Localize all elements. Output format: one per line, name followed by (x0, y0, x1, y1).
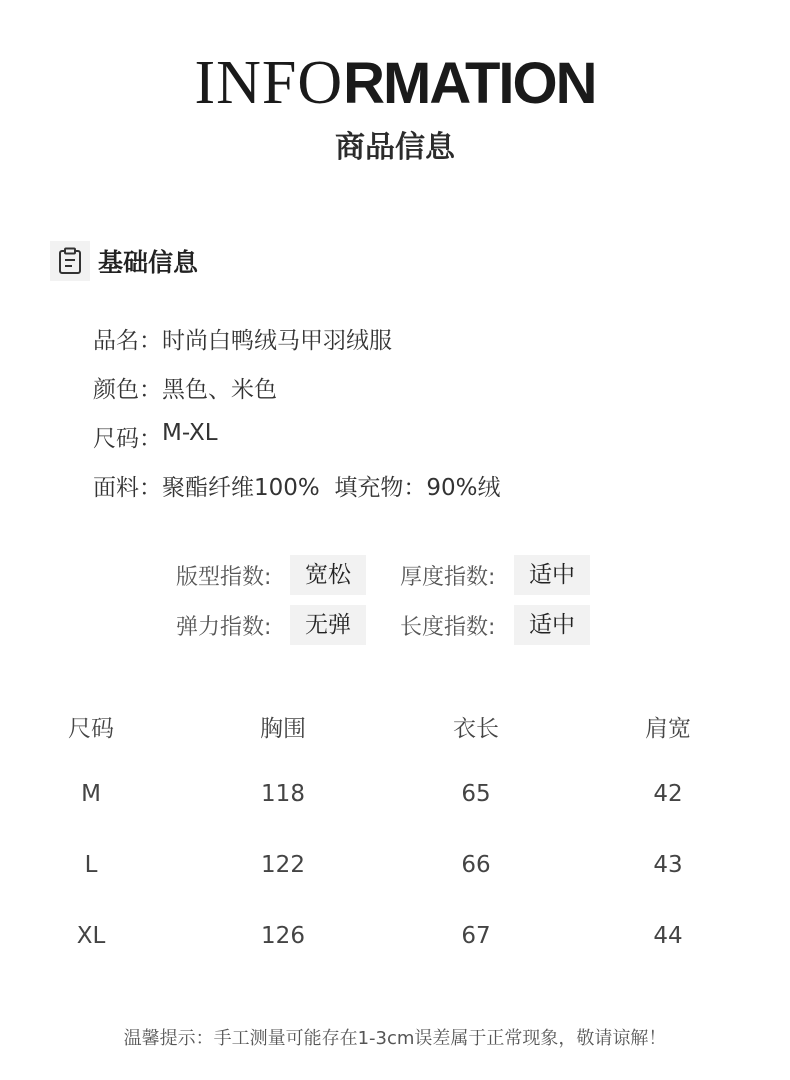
section-title: 基础信息 (98, 248, 199, 277)
information-heading (0, 49, 790, 117)
elasticity-index-value: 无弹 (290, 605, 366, 645)
info-row-size (93, 420, 501, 469)
heading-light-part: INFO (194, 49, 344, 117)
table-cell: 67 (461, 923, 491, 949)
table-cell: 43 (653, 852, 683, 878)
table-cell: M (81, 781, 101, 807)
info-label: 颜色： (93, 377, 162, 403)
info-row-fabric (93, 469, 501, 518)
table-row (0, 842, 790, 913)
table-cell: XL (76, 923, 106, 949)
info-value: 时尚白鸭绒马甲羽绒服 (162, 328, 392, 354)
table-cell: 44 (653, 923, 683, 949)
size-table (0, 700, 790, 984)
fit-index-value: 宽松 (290, 555, 366, 595)
table-cell: L (84, 852, 98, 878)
page-subtitle: 商品信息 (335, 130, 455, 165)
column-header: 肩宽 (645, 716, 691, 742)
fit-index-label: 版型指数: (176, 564, 272, 590)
table-row (0, 913, 790, 984)
table-cell: 66 (461, 852, 491, 878)
info-label: 尺码： (93, 426, 162, 452)
table-cell: 122 (261, 852, 305, 878)
info-label: 品名： (93, 328, 162, 354)
fit-index-grid (176, 555, 590, 655)
table-cell: 126 (261, 923, 305, 949)
length-index-label: 长度指数: (400, 614, 496, 640)
table-cell: 42 (653, 781, 683, 807)
index-row (176, 605, 590, 645)
elasticity-index-label: 弹力指数: (176, 614, 272, 640)
info-value: 聚酯纤维100% 填充物：90%绒 (162, 475, 501, 501)
index-row (176, 555, 590, 595)
clipboard-icon (50, 241, 90, 281)
basic-info-list (93, 322, 501, 518)
column-header: 衣长 (453, 716, 499, 742)
table-cell: 65 (461, 781, 491, 807)
table-header-row (0, 700, 790, 771)
info-value: 黑色、米色 (162, 377, 277, 403)
column-header: 胸围 (260, 716, 306, 742)
thickness-index-value: 适中 (514, 555, 590, 595)
info-row-name (93, 322, 501, 371)
length-index-value: 适中 (514, 605, 590, 645)
measurement-note: 温馨提示：手工测量可能存在1-3cm误差属于正常现象，敬请谅解！ (123, 1028, 667, 1049)
thickness-index-label: 厚度指数: (400, 564, 496, 590)
table-cell: 118 (261, 781, 305, 807)
info-value: M-XL (162, 420, 218, 446)
info-row-color (93, 371, 501, 420)
table-row (0, 771, 790, 842)
column-header: 尺码 (68, 716, 114, 742)
heading-bold-part: RMATION (343, 51, 596, 116)
info-label: 面料： (93, 475, 162, 501)
section-header (50, 241, 198, 281)
